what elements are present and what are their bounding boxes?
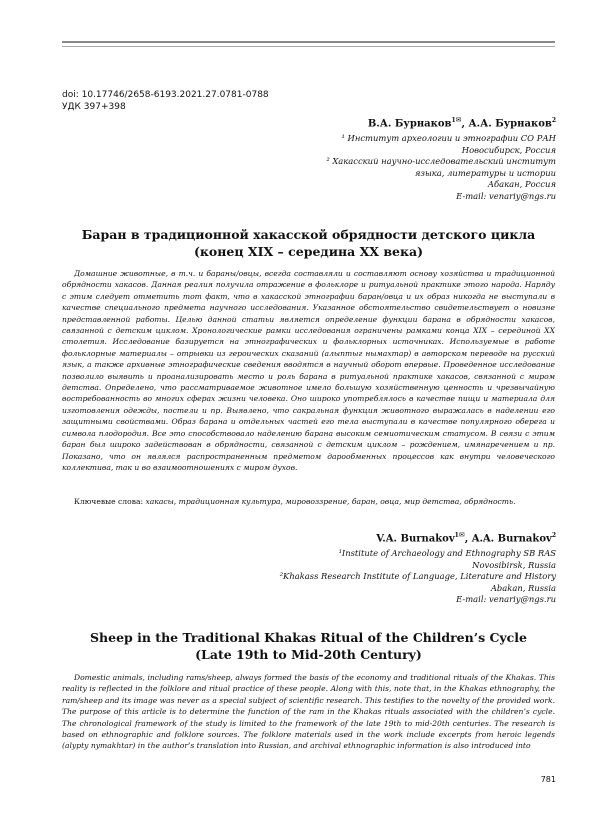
- en-email: E-mail: venariy@ngs.ru: [456, 594, 556, 605]
- ru-title: [62, 226, 555, 260]
- en-author-separator: ,: [464, 533, 472, 545]
- en-title-line-1: Sheep in the Traditional Khakas Ritual of the Children’s Cycle: [90, 630, 527, 645]
- en-authors: [376, 531, 556, 544]
- ru-author-1: В.А. Бурнаков: [367, 118, 452, 130]
- en-author-2: A.A. Burnakov: [471, 533, 552, 545]
- ru-abstract: Домашние животные, в т.ч. и бараны/овцы, всегда составляли и составляют основу хозяйства и традиционной обрядности хакасов. Данная реалия получила отражение в фольклоре и ритуальной практике этого народа. Наряду с этим следует отметить тот факт, что в хакасской этнографии баран/овца и их образ никогда не выступали в качестве специального предмета научного исследования. Указанное обстоятельство свидетельствует о новизне представленной работы. Целью данной статьи является определение функции барана в обрядности хакасов, связанной с детским циклом. Хронологические рамки исследования ограничены рамками конца XIX – серединой XX столетия. Исследование базируется на этнографических и фольклорных источниках. Используемые в работе фольклорные материалы – отрывки из героических сказаний (алыптыг нымахтар) в авторском переводе на русский язык, а также архивные этнографические сведения вводятся в научный оборот впервые. Проведенное исследование позволило выявить и проанализировать место и роль барана в ритуальной практике хакасов, связанной с миром детства. Определено, что рассматриваемое животное имело большую хозяйственную ценность и чрезвычайную востребованность во многих сферах жизни человека. Оно широко употреблялось в качестве пищи и материала для изготовления одежды, постели и пр. Выявлено, что сакральная функция животного выражалась в наделении его защитными свойствами. Образ барана и отдельных частей его тела выступали в качестве популярного оберега и символа плодородия. Все это способствовало наделению барана высоким семиотическим статусом. В связи с этим баран был широко задействован в обрядности, связанной с детским циклом – рождением, имянаречением и пр. Показано, что он являлся распространенным предметом дарообменных процессов как внутри человеческого коллектива, так и во взаимоотношениях с миром духов.: [62, 269, 555, 472]
- ru-keywords-label: Ключевые слова:: [74, 497, 146, 506]
- ru-authors: [368, 116, 556, 129]
- ru-keywords: [62, 496, 555, 507]
- ru-title-line-2: (конец XIX – середина XX века): [193, 244, 424, 259]
- ru-aff-line: ² Хакасский научно-исследовательский институт: [326, 156, 556, 167]
- en-aff-line: Abakan, Russia: [490, 582, 556, 593]
- en-aff-line: ¹Institute of Archaeology and Ethnography SB RAS: [338, 548, 556, 558]
- ru-aff-line: ¹ Институт археологии и этнографии СО РАН: [341, 133, 556, 143]
- ru-title-line-1: Баран в традиционной хакасской обрядности детского цикла: [81, 227, 536, 242]
- ru-aff-line: языка, литературы и истории: [414, 167, 556, 178]
- ru-author-1-sup: 1: [451, 117, 456, 124]
- en-abstract: Domestic animals, including rams/sheep, always formed the basis of the economy and traditional rituals of the Khakas. This reality is reflected in the folklore and ritual practice of these people. Along with this, note that, in the Khakas ethnography, the ram/sheep and its image was never as a special subject of scientific research. This testifies to the novelty of the provided work. The purpose of this article is to determine the function of the ram in the Khakas rituals associated with the children’s cycle. The chronological framework of the study is limited to the framework of the late 19th to mid-20th centuries. The research is based on ethnographic and folklore sources. The folklore materials used in the work include excerpts from heroic legends (alypty nymakhtar) in the author’s translation into Russian, and archival ethnographic information is also introduced into: [62, 673, 555, 751]
- udc: УДК 397+398: [62, 102, 126, 112]
- en-title: [62, 629, 555, 663]
- en-affiliations: [226, 548, 556, 606]
- header-rule-thin: [62, 46, 555, 47]
- ru-keywords-values: хакасы, традиционная культура, мировоззрение, баран, овца, мир детства, обрядность.: [145, 497, 516, 506]
- envelope-icon: ✉: [458, 531, 465, 539]
- header-rule-thick: [62, 41, 555, 43]
- en-author-2-sup: 2: [551, 532, 556, 539]
- ru-author-2-sup: 2: [551, 117, 556, 124]
- en-aff-line: Novosibirsk, Russia: [472, 559, 556, 570]
- page-number: 781: [540, 775, 556, 784]
- ru-aff-line: Новосибирск, Россия: [461, 144, 556, 155]
- ru-author-separator: ,: [461, 118, 469, 130]
- ru-aff-line: Абакан, Россия: [487, 179, 556, 190]
- ru-email: E-mail: venariy@ngs.ru: [456, 190, 556, 201]
- en-author-1-sup: 1: [454, 532, 459, 539]
- envelope-icon: ✉: [455, 116, 462, 124]
- en-aff-line: ²Khakass Research Institute of Language, Literature and History: [279, 571, 556, 582]
- ru-author-2: А.А. Бурнаков: [468, 118, 552, 130]
- en-author-1: V.A. Burnakov: [376, 533, 455, 545]
- en-title-line-2: (Late 19th to Mid-20th Century): [195, 647, 422, 662]
- ru-affiliations: [226, 133, 556, 203]
- doi: doi: 10.17746/2658-6193.2021.27.0781-0788: [62, 90, 269, 100]
